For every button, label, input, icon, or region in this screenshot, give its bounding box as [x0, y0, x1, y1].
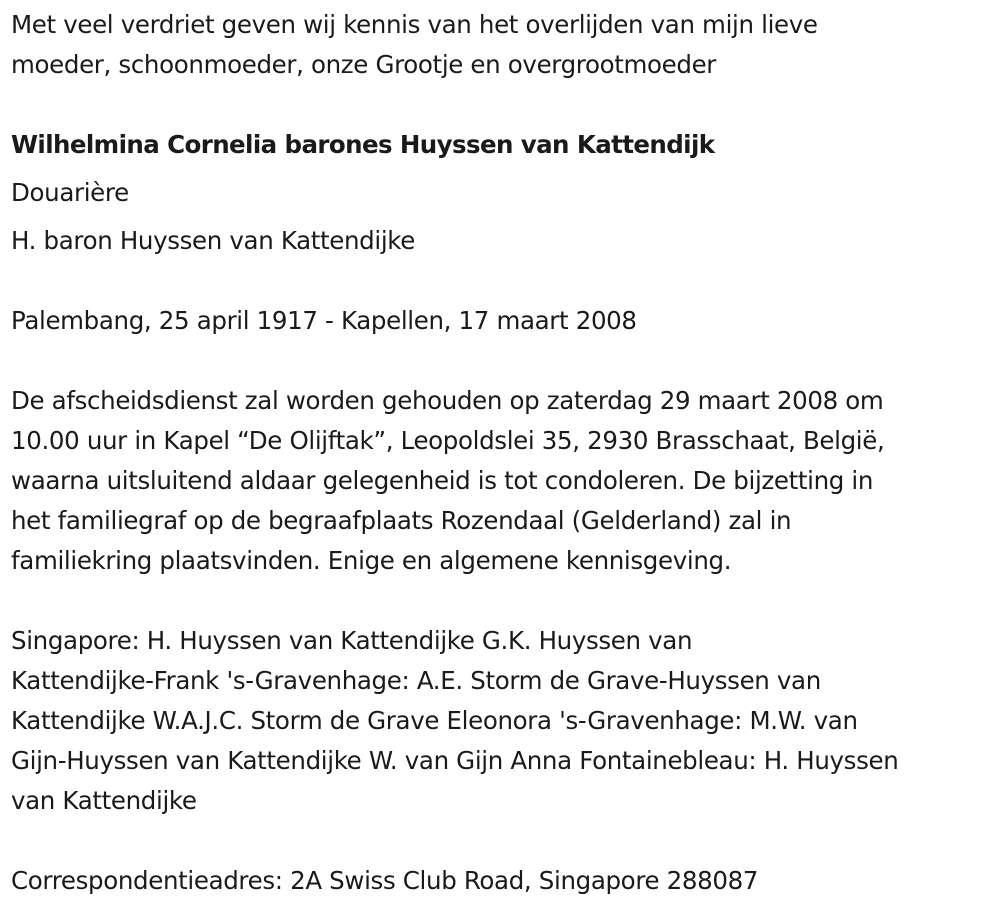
- family-line: Gijn-Huyssen van Kattendijke W. van Gijn Anna Fontainebleau: H. Huyssen: [11, 746, 899, 775]
- correspondence-address: Correspondentieadres: 2A Swiss Club Road, Singapore 288087: [11, 866, 759, 895]
- family-line: Singapore: H. Huyssen van Kattendijke G.K. Huyssen van: [11, 626, 693, 655]
- service-line: het familiegraf op de begraafplaats Rozendaal (Gelderland) zal in: [11, 506, 792, 535]
- service-line: 10.00 uur in Kapel “De Olijftak”, Leopoldslei 35, 2930 Brasschaat, België,: [11, 426, 885, 455]
- family-line: van Kattendijke: [11, 786, 197, 815]
- family-line: Kattendijke W.A.J.C. Storm de Grave Eleonora 's-Gravenhage: M.W. van: [11, 706, 858, 735]
- intro-line: Met veel verdriet geven wij kennis van het overlijden van mijn lieve: [11, 10, 818, 39]
- family-line: Kattendijke-Frank 's-Gravenhage: A.E. Storm de Grave-Huyssen van: [11, 666, 821, 695]
- honorific-title: Douarière: [11, 178, 129, 207]
- life-dates: Palembang, 25 april 1917 - Kapellen, 17 maart 2008: [11, 306, 637, 335]
- intro-line: moeder, schoonmoeder, onze Grootje en overgrootmoeder: [11, 50, 717, 79]
- service-line: waarna uitsluitend aldaar gelegenheid is tot condoleren. De bijzetting in: [11, 466, 874, 495]
- spouse-name: H. baron Huyssen van Kattendijke: [11, 226, 415, 255]
- service-line: familiekring plaatsvinden. Enige en algemene kennisgeving.: [11, 546, 732, 575]
- service-line: De afscheidsdienst zal worden gehouden op zaterdag 29 maart 2008 om: [11, 386, 884, 415]
- deceased-name: Wilhelmina Cornelia barones Huyssen van Kattendijk: [11, 130, 715, 159]
